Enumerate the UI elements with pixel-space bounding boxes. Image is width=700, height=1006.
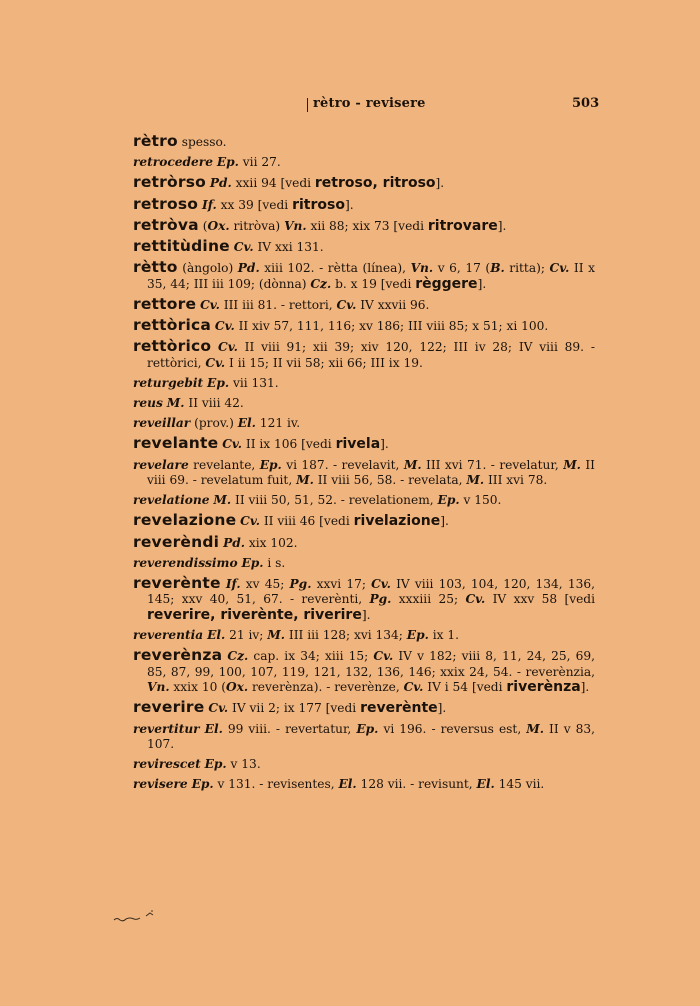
entry-text: revelante, [188, 457, 260, 472]
work-abbreviation: Cv. [218, 340, 238, 355]
entry-text: ]. [477, 276, 487, 291]
work-abbreviation: Ep. [406, 628, 429, 643]
entry-text: ( [198, 218, 208, 233]
entry-text: ritròva) [229, 218, 285, 233]
dictionary-entry [133, 215, 595, 234]
entry-text: II viii 69. - revelatum fuit, [147, 457, 595, 488]
entry-text: ix 1. [428, 628, 460, 643]
dictionary-entry [133, 493, 595, 508]
dictionary-entry [133, 700, 595, 716]
work-abbreviation: M. [267, 628, 286, 643]
page-number: 503 [572, 96, 600, 111]
entry-headword: reus [133, 396, 163, 411]
entry-headword: revisere [133, 777, 188, 792]
work-abbreviation: M. [166, 396, 185, 411]
entry-text: xii 88; xix 73 [vedi [306, 218, 428, 233]
entry-text: vii 131. [229, 375, 279, 390]
entry-text: II v 83, 107. [147, 721, 595, 751]
printer-mark-decoration [112, 908, 157, 924]
entry-text: i s. [263, 555, 286, 570]
entry-headword: revertitur [133, 721, 200, 736]
dictionary-entry [133, 648, 595, 695]
work-abbreviation: Cv. [403, 680, 424, 695]
entry-text: IV viii 103, 104, 120, 134, 136, 145; xxv 40, 51, 67. - reverènti, [147, 577, 595, 607]
dictionary-entry [133, 194, 595, 213]
entry-text: 21 iv; [225, 628, 268, 643]
work-abbreviation: Pd. [209, 176, 232, 191]
entry-text: xix 102. [245, 535, 298, 550]
entry-text: vi 187. - revelavit, [281, 457, 404, 472]
entry-text: cap. ix 34; xiii 15; [248, 649, 374, 664]
entry-text: IV vii 2; ix 177 [vedi [228, 701, 361, 716]
entry-headword: rettòrica [133, 316, 212, 335]
running-title: rètro - revisere [313, 96, 426, 111]
entry-text: IV v 182; viii 8, 11, 24, 25, 69, 85, 87, 99, 100, 107, 119, 121, 132, 136, 146; xxix 24, 54. - reverènzia, [147, 649, 595, 679]
dictionary-entry [133, 396, 595, 411]
cross-reference: ritrovare [427, 217, 498, 234]
entry-text: xiii 102. - rètta (línea), [259, 261, 411, 276]
dictionary-entry [133, 239, 595, 255]
entry-text: IV xxv 58 [vedi [485, 592, 595, 607]
entry-headword: returgebit [133, 375, 204, 390]
dictionary-entry [133, 134, 595, 150]
work-abbreviation: Vn. [284, 218, 307, 233]
work-abbreviation: Vn. [410, 261, 434, 276]
dictionary-entry [133, 155, 595, 170]
work-abbreviation: If. [202, 197, 217, 212]
work-abbreviation: El. [207, 628, 226, 643]
work-abbreviation: Ep. [204, 757, 227, 772]
cross-reference: reverire, riverènte, riverire [147, 606, 362, 623]
entry-text: III iii 128; xvi 134; [285, 628, 407, 643]
work-abbreviation: M. [466, 473, 485, 488]
entry-text: 145 vii. [494, 777, 545, 792]
work-abbreviation: B. [490, 261, 505, 276]
running-head [0, 96, 700, 116]
dictionary-entry [133, 260, 595, 292]
entry-text: ]. [344, 197, 354, 212]
work-abbreviation: Cz. [227, 649, 249, 664]
entry-text: ]. [580, 680, 590, 695]
work-abbreviation: M. [526, 721, 544, 736]
entry-text: 121 iv. [255, 416, 301, 431]
cross-reference: ritroso [292, 196, 345, 213]
entry-headword: retroso [133, 194, 199, 213]
work-abbreviation: Cv. [336, 297, 357, 312]
work-abbreviation: Pg. [369, 592, 392, 607]
entry-text: II xiv 57, 111, 116; xv 186; III viii 85; x 51; xi 100. [234, 319, 549, 334]
work-abbreviation: Ox. [225, 680, 249, 695]
entry-text: II viii 46 [vedi [259, 514, 354, 529]
dictionary-entry [133, 513, 595, 529]
work-abbreviation: Cv. [222, 437, 242, 452]
entry-text: 128 vii. - revisunt, [356, 777, 477, 792]
dictionary-entry [133, 436, 595, 452]
entry-headword: revelatione [133, 493, 210, 508]
entry-text: ]. [440, 514, 449, 529]
entry-text: IV i 54 [vedi [423, 680, 507, 695]
cross-reference: rivelazione [353, 513, 441, 530]
cross-reference: riverènza [506, 679, 581, 696]
work-abbreviation: El. [237, 416, 256, 431]
entry-text: xxii 94 [vedi [231, 176, 315, 191]
entry-text: 99 viii. - revertatur, [222, 721, 357, 736]
work-abbreviation: Cv. [371, 577, 391, 592]
entry-text: II viii 50, 51, 52. - revelationem, [231, 493, 438, 508]
dictionary-entries [133, 134, 595, 798]
entry-text: xxix 10 ( [169, 680, 226, 695]
entry-headword: reverèndi [133, 532, 220, 551]
entry-text: ]. [361, 607, 371, 622]
dictionary-entry [133, 757, 595, 772]
entry-text: v 150. [459, 493, 502, 508]
entry-text: xx 39 [vedi [216, 197, 293, 212]
work-abbreviation: M. [296, 473, 314, 488]
entry-text: II viii 42. [184, 396, 244, 411]
work-abbreviation: El. [338, 777, 357, 792]
entry-text: b. x 19 [vedi [331, 276, 416, 291]
entry-headword: revelare [133, 457, 189, 472]
entry-headword: reverènza [133, 646, 223, 665]
work-abbreviation: El. [476, 777, 495, 792]
work-abbreviation: Ep. [259, 457, 282, 472]
entry-text: ritta); [504, 261, 550, 276]
cross-reference: règgere [415, 275, 478, 292]
entry-headword: revelazione [133, 511, 237, 530]
entry-text: IV xxi 131. [253, 240, 324, 255]
entry-text: spesso. [177, 135, 227, 149]
entry-text: ]. [435, 176, 445, 191]
entry-text: xxxiii 25; [391, 592, 466, 607]
entry-text: xxvi 17; [311, 577, 372, 592]
entry-text: (àngolo) [177, 261, 238, 276]
work-abbreviation: Cv. [200, 297, 220, 312]
dictionary-entry [133, 458, 595, 489]
header-rule [307, 98, 308, 112]
entry-headword: rètro [133, 132, 178, 150]
entry-text: II viii 56, 58. - revelata, [313, 473, 467, 488]
cross-reference: reverènte [360, 700, 438, 717]
entry-headword: revirescet [133, 757, 201, 772]
entry-headword: rettitùdine [133, 237, 230, 256]
dictionary-entry [133, 777, 595, 792]
entry-headword: rètto [133, 258, 178, 277]
work-abbreviation: Cv. [549, 261, 570, 276]
work-abbreviation: M. [213, 493, 232, 508]
entry-headword: reverendissimo [133, 555, 238, 570]
dictionary-entry [133, 722, 595, 753]
entry-headword: rettòrico [133, 337, 212, 356]
entry-text: III xvi 71. - revelatur, [421, 457, 564, 472]
dictionary-entry [133, 175, 595, 191]
work-abbreviation: Cv. [465, 592, 486, 607]
entry-text: III iii 81. - rettori, [219, 297, 337, 312]
work-abbreviation: Ep. [241, 555, 264, 570]
entry-text: ]. [380, 437, 389, 452]
entry-text: II ix 106 [vedi [242, 437, 336, 452]
work-abbreviation: Cv. [208, 701, 229, 716]
dictionary-entry [133, 294, 595, 313]
entry-headword: retròva [133, 215, 199, 234]
entry-text: III xvi 78. [484, 473, 548, 488]
work-abbreviation: Pd. [237, 261, 260, 276]
work-abbreviation: Vn. [147, 680, 170, 695]
work-abbreviation: Pd. [223, 535, 245, 550]
work-abbreviation: M. [563, 457, 581, 472]
dictionary-entry [133, 628, 595, 643]
work-abbreviation: Cv. [214, 319, 235, 334]
dictionary-entry [133, 532, 595, 551]
dictionary-entry [133, 339, 595, 371]
dictionary-entry [133, 376, 595, 391]
dictionary-entry [133, 556, 595, 571]
dictionary-entry [133, 318, 595, 334]
entry-text: v 13. [226, 757, 261, 772]
work-abbreviation: Ep. [191, 777, 214, 792]
work-abbreviation: Cv. [240, 514, 260, 529]
work-abbreviation: Cv. [233, 240, 254, 255]
entry-text: ]. [437, 701, 447, 716]
entry-headword: retròrso [133, 173, 206, 192]
work-abbreviation: Ep. [356, 721, 379, 736]
work-abbreviation: Pg. [289, 577, 312, 592]
entry-text: II viii 91; xii 39; xiv 120, 122; III iv 28; IV viii 89. - rettòrici, [147, 340, 595, 370]
entry-text: ]. [497, 218, 507, 233]
entry-headword: reveillar [133, 416, 191, 431]
entry-headword: reverènte [133, 574, 221, 593]
work-abbreviation: El. [204, 721, 223, 736]
entry-text: vi 196. - reversus est, [378, 721, 527, 736]
dictionary-entry [133, 576, 595, 623]
work-abbreviation: Ep. [207, 375, 230, 390]
work-abbreviation: M. [403, 457, 422, 472]
work-abbreviation: Cv. [373, 649, 394, 664]
entry-text: vii 27. [238, 155, 281, 170]
entry-text: I ii 15; II vii 58; xii 66; III ix 19. [225, 355, 423, 370]
entry-text: IV xxvii 96. [356, 297, 430, 312]
entry-headword: revelante [133, 434, 219, 453]
work-abbreviation: Ep. [437, 493, 460, 508]
entry-text: xv 45; [240, 577, 290, 592]
cross-reference: retroso, ritroso [314, 175, 436, 192]
entry-headword: reverire [133, 698, 205, 717]
dictionary-entry [133, 416, 595, 431]
entry-headword: rettore [133, 294, 197, 313]
work-abbreviation: Cz. [310, 276, 332, 291]
entry-text: (prov.) [190, 416, 238, 431]
entry-headword: reverentia [133, 628, 204, 643]
entry-text: v 6, 17 ( [433, 261, 491, 276]
work-abbreviation: Ep. [216, 155, 239, 170]
work-abbreviation: If. [225, 577, 241, 592]
work-abbreviation: Cv. [205, 355, 226, 370]
entry-headword: retrocedere [133, 155, 213, 170]
work-abbreviation: Ox. [207, 218, 230, 233]
entry-text: reverènza). - reverènze, [248, 680, 404, 695]
entry-text: v 131. - revisentes, [213, 777, 339, 792]
entry-text: II x 35, 44; III iii 109; (dònna) [147, 261, 595, 291]
cross-reference: rivela [335, 436, 381, 453]
